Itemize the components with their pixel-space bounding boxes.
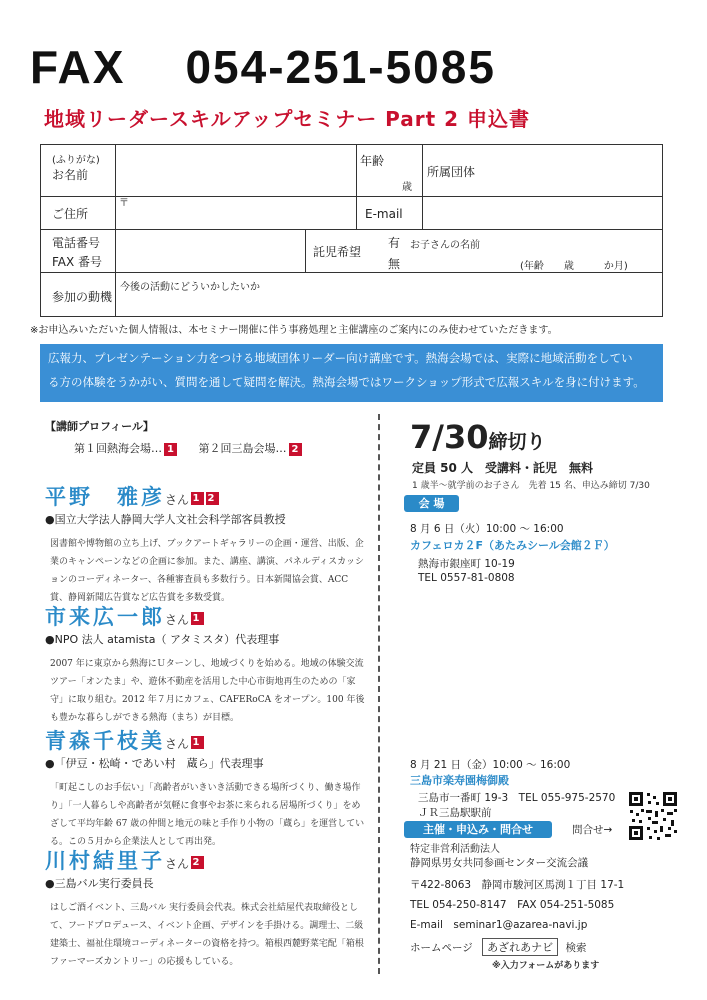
speaker-honorific: さん xyxy=(165,737,190,751)
homepage-row xyxy=(410,938,586,956)
search-label: 検索 xyxy=(565,942,587,954)
speaker-tag: 2 xyxy=(192,856,203,868)
fax-number-heading xyxy=(30,40,496,94)
organizer-email[interactable]: E-mail seminar1@azarea-navi.jp xyxy=(410,919,588,931)
speaker-4 xyxy=(45,845,368,971)
fax-field-label: FAX 番号 xyxy=(52,255,103,269)
childcare-label: 託児希望 xyxy=(313,245,362,259)
speaker-tag: 1 xyxy=(192,736,203,748)
venue1-name: カフェロカ２F（あたみシール会館２Ｆ） xyxy=(410,539,615,552)
speaker-1 xyxy=(45,481,368,607)
speaker-name-block xyxy=(45,845,368,875)
venue2-name: 三島市楽寿園梅御殿 xyxy=(410,774,509,787)
qr-label: 問合せ→ xyxy=(572,824,613,836)
speaker-name: 川村結里子 xyxy=(45,849,165,873)
speaker-name: 青森千枝美 xyxy=(45,729,165,753)
speaker-affiliation: ●「伊豆・松崎・であい村 蔵ら」代表理事 xyxy=(45,757,264,770)
speaker-affiliation: ●国立大学法人静岡大学人文社会科学部客員教授 xyxy=(45,513,286,526)
speaker-bio: はしご酒イベント、三島バル 実行委員会代表。株式会社結屋代表取締役として、フードプロデュース、イベント企画、デザインを手掛ける。調理士、二級建築士、福祉住環境コーディネーターの資格を持つ。箱根西麓野菜宅配「箱根ファーマーズカントリー」の応援もしている。 xyxy=(50,903,364,967)
venue2-date: 8 月 21 日（金）10:00 ～ 16:00 xyxy=(410,759,571,771)
age-label: 年齢 xyxy=(360,154,385,168)
email-label: E-mail xyxy=(365,207,403,221)
venue-heading: 会 場 xyxy=(404,495,459,512)
speaker-affiliation: ●三島バル実行委員長 xyxy=(45,877,154,890)
capacity-line: 定員 50 人 受講料・託児 無料 xyxy=(412,461,594,475)
org-label: 所属団体 xyxy=(427,165,476,179)
legend-mishima: 第２回三島会場… xyxy=(198,442,287,455)
speaker-honorific: さん xyxy=(165,857,190,871)
fax-label: FAX xyxy=(30,41,126,93)
organizer-type: 特定非営利活動法人 xyxy=(410,844,500,855)
organizer-tel-fax: TEL 054-250-8147 FAX 054-251-5085 xyxy=(410,899,615,911)
legend-atami: 第１回熱海会場… xyxy=(74,442,162,455)
org-field[interactable] xyxy=(490,146,660,194)
speaker-honorific: さん xyxy=(165,493,190,507)
profile-legend xyxy=(74,440,302,456)
page-title: 地域リーダースキルアップセミナー Part 2 申込書 xyxy=(44,107,531,131)
speaker-bio: 「町起こしのお手伝い」「高齢者がいきいき活動できる場所づくり、働き場作り」「一人暮らしや高齢者が気軽に食事やお茶に来られる居場所づくり」をめざして平均年齢 67 歳の仲間と地元の味と手作り小物の「蔵ら」を運営している。この５月から企業法人として再出発。 xyxy=(50,783,365,847)
name-label: お名前 xyxy=(52,168,89,182)
fax-number: 054-251-5085 xyxy=(185,41,496,93)
venue2-address: 三島市一番町 19-3 TEL 055-975-2570 xyxy=(418,792,616,804)
address-label: ご住所 xyxy=(52,207,89,221)
speaker-bio: 図書館や博物館の立ち上げ、ブックアートギャラリーの企画・運営、出版、企業のキャンペーンなどの企画に参加。また、講座、講演、パネルディスカッションのコーディネーター、各種審査員も多数行う。日本新聞協会賞、ACC 賞、静岡新聞広告賞など広告賞を多数受賞。 xyxy=(50,539,365,603)
intro-banner xyxy=(40,344,663,402)
furigana-label: (ふりがな) xyxy=(52,155,100,166)
organizer-heading: 主催・申込み・問合せ xyxy=(404,821,552,838)
deadline-label: 締切り xyxy=(488,431,546,453)
speaker-tag: 2 xyxy=(207,492,218,504)
homepage-label: ホームページ xyxy=(410,942,473,954)
form-note: ※入力フォームがあります xyxy=(492,961,600,971)
search-term-box[interactable]: あざれあナビ xyxy=(482,938,558,956)
motive-label: 参加の動機 xyxy=(52,290,113,304)
speaker-bio: 2007 年に東京から熱海にＵターンし、地域づくりを始める。地域の体験交流ツアー「オンたま」や、遊休不動産を活用した中心市街地再生のための「家守」に取り組む。2012 年７月にカフェ、CAFERoCA をオープン。100 年後も豊かな暮らしができる熱海（まち）が目標。 xyxy=(50,659,365,723)
child-age-label: (年齢 歳 か月) xyxy=(520,261,628,272)
speaker-name: 市来広一郎 xyxy=(45,605,165,629)
childcare-note: 1 歳半～就学前のお子さん 先着 15 名、申込み締切 7/30 xyxy=(412,481,650,491)
deadline xyxy=(410,418,546,456)
postal-mark: 〒 xyxy=(119,198,129,209)
childcare-no-option[interactable]: 無 xyxy=(388,257,401,271)
intro-line-2: る方の体験をうかがい、質問を通して疑問を解決。熱海会場ではワークショップ形式で広報スキルを身に付けます。 xyxy=(48,375,645,389)
speaker-tag: 1 xyxy=(192,612,203,624)
organizer-address: 〒422-8063 静岡市駿河区馬渕１丁目 17-1 xyxy=(410,879,625,891)
tag-1: 1 xyxy=(164,443,177,456)
privacy-notice: ※お申込みいただいた個人情報は、本セミナー開催に伴う事務処理と主催講座のご案内にのみ使わせていただきます。 xyxy=(30,325,558,336)
venue1-tel: TEL 0557-81-0808 xyxy=(418,572,515,584)
qr-code-icon[interactable] xyxy=(627,790,679,842)
speaker-3 xyxy=(45,725,368,851)
motive-field[interactable] xyxy=(118,292,658,314)
motive-prompt: 今後の活動にどういかしたいか xyxy=(120,282,260,293)
speaker-name-block xyxy=(45,601,368,631)
intro-line-1: 広報力、プレゼンテーション力をつける地域団体リーダー向け講座です。熱海会場では、実際に地域活動をしてい xyxy=(48,351,633,365)
child-name-label: お子さんの名前 xyxy=(410,240,480,251)
speaker-honorific: さん xyxy=(165,613,190,627)
qr-code-graphic xyxy=(627,790,679,842)
organizer-name: 静岡県男女共同参画センター交流会議 xyxy=(410,857,589,869)
phone-fax-field[interactable] xyxy=(118,231,303,271)
email-field[interactable] xyxy=(424,198,660,228)
tag-2: 2 xyxy=(289,443,302,456)
speaker-tag: 1 xyxy=(192,492,203,504)
speaker-affiliation: ●NPO 法人 atamista（ アタミスタ）代表理事 xyxy=(45,633,280,646)
column-divider xyxy=(378,414,380,974)
speaker-name-block xyxy=(45,725,368,755)
venue2-station: ＪＲ三島駅駅前 xyxy=(418,807,492,819)
venue1-date: 8 月 6 日（火）10:00 ～ 16:00 xyxy=(410,523,564,535)
age-unit: 歳 xyxy=(402,182,412,193)
speaker-name-block xyxy=(45,481,368,511)
speaker-name: 平野 雅彦 xyxy=(45,485,165,509)
deadline-date: 7/30 xyxy=(410,418,489,456)
venue1-address: 熱海市銀座町 10-19 xyxy=(418,558,515,570)
speaker-2 xyxy=(45,601,368,727)
address-field[interactable] xyxy=(118,198,354,228)
childcare-yes-option[interactable]: 有 xyxy=(388,236,401,250)
phone-label: 電話番号 xyxy=(52,236,101,250)
profile-heading: 【講師プロフィール】 xyxy=(45,420,154,433)
name-field[interactable] xyxy=(118,146,354,194)
